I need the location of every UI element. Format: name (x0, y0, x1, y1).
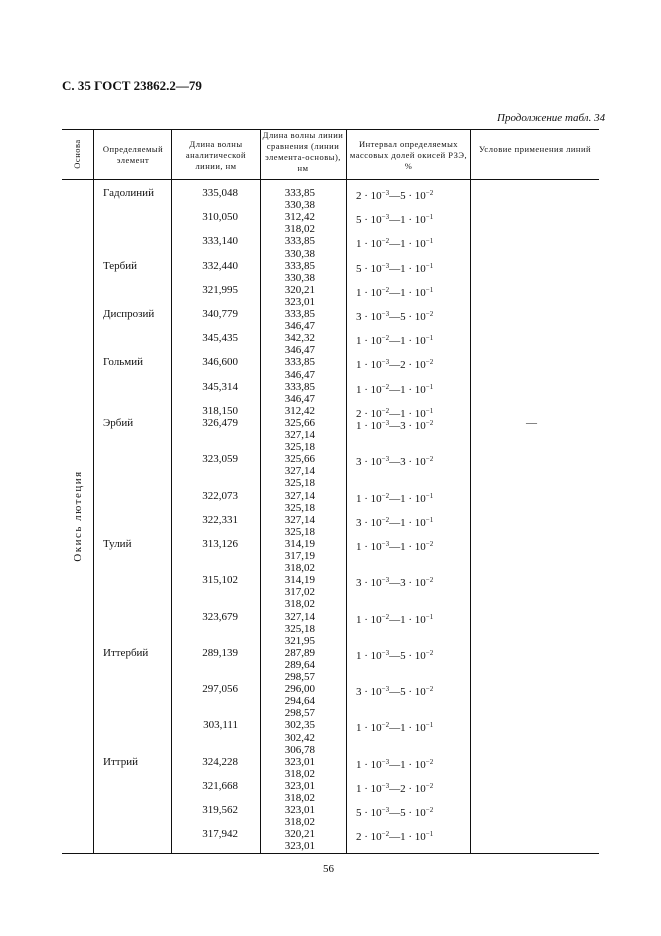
reference-wavelength: 327,14 (284, 513, 315, 526)
reference-wavelength: 296,00 (284, 683, 315, 696)
reference-wavelength: 330,38 (284, 199, 315, 212)
interval-coefficient: 1 (356, 613, 362, 626)
interval-coefficient: 3 (400, 419, 406, 432)
reference-wavelength: 312,42 (284, 211, 315, 224)
element-name: Иттербий (103, 646, 149, 659)
analytical-wavelength: 318,150 (202, 404, 238, 417)
interval-exponent: −1 (425, 830, 434, 839)
interval-coefficient: 1 (400, 383, 406, 396)
reference-wavelength: 314,19 (284, 537, 315, 550)
analytical-wavelength: 321,668 (202, 779, 238, 792)
page-header: С. 35 ГОСТ 23862.2—79 (62, 78, 202, 93)
reference-wavelength: 325,18 (284, 441, 315, 454)
reference-wavelength: 330,38 (284, 271, 315, 284)
reference-wavelength: 327,14 (284, 465, 315, 478)
interval-coefficient: 1 (400, 516, 406, 529)
reference-wavelength: 318,02 (284, 816, 315, 829)
analytical-wavelength: 313,126 (202, 537, 238, 550)
interval-coefficient: 1 (400, 214, 406, 227)
analytical-wavelength: 345,314 (202, 380, 238, 393)
header-ref-wavelength: Длина волны линии сравнения (линии элемента-основы), нм (262, 130, 344, 173)
interval-exponent: −2 (425, 806, 434, 815)
analytical-wavelength: 323,679 (202, 610, 238, 623)
interval-coefficient: 1 (356, 722, 362, 735)
element-name: Диспрозий (103, 308, 155, 320)
analytical-wavelength: 326,479 (202, 416, 238, 429)
interval-coefficient: 1 (400, 238, 406, 251)
analytical-wavelength: 310,050 (202, 211, 238, 224)
interval-exponent: −2 (381, 491, 390, 500)
interval-exponent: −2 (425, 310, 434, 318)
interval-exponent: −1 (425, 237, 434, 246)
reference-wavelength: 346,47 (284, 320, 315, 333)
reference-wavelength: 298,57 (284, 707, 315, 720)
analytical-wavelength: 333,140 (202, 235, 238, 248)
reference-wavelength: 318,02 (284, 562, 315, 575)
interval-exponent: −3 (381, 261, 390, 270)
interval-coefficient: 1 (356, 649, 362, 662)
interval-coefficient: 1 (400, 492, 406, 505)
interval-coefficient: 2 (356, 407, 362, 420)
reference-wavelength: 327,14 (284, 489, 315, 502)
element-name: Гадолиний (103, 187, 154, 199)
element-name: Тербий (103, 259, 138, 272)
interval-exponent: −2 (425, 685, 434, 694)
interval-exponent: −1 (425, 382, 434, 391)
interval-exponent: −3 (381, 310, 390, 318)
interval-coefficient: 1 (400, 262, 406, 275)
concentration-interval: $1 \cdot 10^{-2}—1 \cdot 10^{-1}$ (356, 382, 434, 396)
analytical-wavelength: 319,562 (202, 804, 238, 817)
analytical-wavelength: 324,228 (202, 755, 238, 768)
concentration-interval: $1 \cdot 10^{-3}—5 \cdot 10^{-2}$ (356, 648, 434, 662)
condition-cell: — (526, 417, 537, 429)
interval-exponent: −3 (381, 781, 390, 790)
analytical-wavelength: 345,435 (202, 332, 238, 345)
reference-wavelength: 323,01 (284, 840, 315, 853)
concentration-interval: $5 \cdot 10^{-3}—1 \cdot 10^{-1}$ (356, 213, 434, 227)
interval-exponent: −1 (425, 406, 434, 415)
reference-wavelength: 321,95 (284, 634, 315, 647)
interval-exponent: −3 (381, 213, 390, 222)
interval-coefficient: 3 (356, 577, 362, 590)
reference-wavelength: 320,21 (284, 828, 315, 841)
interval-coefficient: 5 (400, 807, 406, 820)
reference-wavelength: 325,18 (284, 525, 315, 538)
concentration-interval: $3 \cdot 10^{-3}—3 \cdot 10^{-2}$ (356, 576, 434, 590)
header-element: Определяемый элемент (102, 144, 164, 165)
concentration-interval: $1 \cdot 10^{-3}—2 \cdot 10^{-2}$ (356, 358, 434, 372)
interval-coefficient: 1 (356, 359, 362, 372)
interval-coefficient: 1 (356, 238, 362, 251)
interval-exponent: −2 (425, 455, 434, 464)
reference-wavelength: 342,32 (284, 332, 315, 345)
interval-exponent: −2 (381, 830, 390, 839)
concentration-interval: $1 \cdot 10^{-2}—1 \cdot 10^{-1}$ (356, 285, 434, 299)
interval-coefficient: 3 (356, 516, 362, 529)
interval-exponent: −3 (381, 455, 390, 464)
interval-coefficient: 1 (400, 407, 406, 420)
interval-exponent: −2 (425, 418, 434, 427)
interval-coefficient: 1 (400, 335, 406, 348)
interval-exponent: −3 (381, 806, 390, 815)
interval-exponent: −3 (381, 539, 390, 548)
analytical-wavelength: 332,440 (202, 259, 238, 272)
interval-exponent: −2 (425, 358, 434, 367)
reference-wavelength: 306,78 (284, 743, 315, 756)
concentration-interval: $3 \cdot 10^{-3}—5 \cdot 10^{-2}$ (356, 310, 434, 323)
interval-coefficient: 1 (400, 613, 406, 626)
header-bottom-rule (62, 179, 599, 180)
header-interval: Интервал определяемых массовых долей окисей РЗЭ, % (349, 139, 468, 171)
concentration-interval: $5 \cdot 10^{-3}—5 \cdot 10^{-2}$ (356, 806, 434, 820)
analytical-wavelength: 322,073 (202, 489, 238, 502)
analytical-wavelength: 317,942 (202, 828, 238, 841)
interval-coefficient: 1 (356, 758, 362, 771)
concentration-interval: $1 \cdot 10^{-3}—1 \cdot 10^{-2}$ (356, 539, 434, 553)
basis-cell: Окись лютеция (72, 470, 84, 562)
reference-wavelength: 327,14 (284, 429, 315, 441)
interval-exponent: −2 (425, 648, 434, 657)
reference-wavelength: 325,66 (284, 453, 315, 466)
reference-wavelength: 346,47 (284, 368, 315, 381)
interval-exponent: −1 (425, 515, 434, 524)
reference-wavelength: 346,47 (284, 392, 315, 405)
concentration-interval: $1 \cdot 10^{-2}—1 \cdot 10^{-1}$ (356, 721, 434, 735)
reference-wavelength: 346,47 (284, 344, 315, 357)
concentration-interval: $3 \cdot 10^{-3}—5 \cdot 10^{-2}$ (356, 685, 434, 699)
concentration-interval: $1 \cdot 10^{-2}—1 \cdot 10^{-1}$ (356, 491, 434, 505)
interval-coefficient: 1 (400, 286, 406, 299)
concentration-interval: $2 \cdot 10^{-3}—5 \cdot 10^{-2}$ (356, 189, 434, 202)
interval-coefficient: 1 (400, 722, 406, 735)
header-basis: Основа (72, 139, 82, 169)
reference-wavelength: 325,66 (284, 416, 315, 429)
table-continuation-note: Продолжение табл. 34 (497, 112, 606, 124)
interval-exponent: −2 (425, 189, 434, 197)
interval-coefficient: 5 (356, 807, 362, 820)
reference-wavelength: 302,42 (284, 731, 315, 744)
concentration-interval: $5 \cdot 10^{-3}—1 \cdot 10^{-1}$ (356, 261, 434, 275)
analytical-wavelength: 315,102 (202, 574, 238, 587)
interval-coefficient: 1 (356, 286, 362, 299)
interval-coefficient: 3 (356, 456, 362, 469)
analytical-wavelength: 335,048 (202, 187, 238, 199)
interval-coefficient: 5 (400, 311, 406, 323)
interval-coefficient: 5 (400, 686, 406, 699)
reference-wavelength: 298,57 (284, 671, 315, 683)
interval-coefficient: 1 (356, 383, 362, 396)
interval-exponent: −1 (425, 285, 434, 294)
header-wavelength: Длина волны аналитической линии, нм (185, 139, 247, 171)
interval-exponent: −3 (381, 418, 390, 427)
concentration-interval: $1 \cdot 10^{-2}—1 \cdot 10^{-1}$ (356, 612, 434, 626)
interval-coefficient: 2 (356, 190, 362, 202)
interval-exponent: −3 (381, 757, 390, 766)
interval-exponent: −2 (425, 757, 434, 766)
reference-wavelength: 333,85 (284, 187, 315, 199)
reference-wavelength: 312,42 (284, 404, 315, 417)
reference-wavelength: 323,01 (284, 804, 315, 817)
element-name: Тулий (103, 537, 132, 550)
interval-coefficient: 2 (400, 359, 406, 372)
reference-wavelength: 320,21 (284, 283, 315, 296)
interval-exponent: −3 (381, 189, 390, 197)
concentration-interval: $2 \cdot 10^{-2}—1 \cdot 10^{-1}$ (356, 406, 434, 420)
element-name: Эрбий (103, 416, 134, 429)
reference-wavelength: 323,01 (284, 755, 315, 768)
interval-coefficient: 3 (356, 686, 362, 699)
interval-exponent: −2 (381, 237, 390, 246)
interval-coefficient: 5 (356, 214, 362, 227)
interval-exponent: −2 (425, 576, 434, 585)
interval-exponent: −2 (381, 721, 390, 730)
interval-exponent: −1 (425, 612, 434, 621)
reference-wavelength: 294,64 (284, 695, 315, 708)
interval-coefficient: 1 (400, 540, 406, 553)
interval-exponent: −1 (425, 721, 434, 730)
interval-coefficient: 3 (400, 577, 406, 590)
column-divider (93, 129, 94, 853)
page-number: 56 (323, 863, 334, 875)
element-name: Иттрий (103, 755, 138, 768)
table-bottom-rule (62, 853, 599, 854)
interval-exponent: −1 (425, 491, 434, 500)
interval-exponent: −3 (381, 358, 390, 367)
analytical-wavelength: 297,056 (202, 683, 238, 696)
interval-exponent: −2 (381, 285, 390, 294)
interval-exponent: −2 (425, 539, 434, 548)
concentration-interval: $1 \cdot 10^{-2}—1 \cdot 10^{-1}$ (356, 237, 434, 251)
reference-wavelength: 333,85 (284, 308, 315, 320)
reference-wavelength: 325,18 (284, 622, 315, 635)
interval-coefficient: 1 (400, 831, 406, 844)
interval-coefficient: 1 (356, 492, 362, 505)
analytical-wavelength: 340,779 (202, 308, 238, 320)
interval-coefficient: 1 (356, 782, 362, 795)
reference-wavelength: 323,01 (284, 295, 315, 308)
reference-wavelength: 314,19 (284, 574, 315, 587)
reference-wavelength: 318,02 (284, 767, 315, 780)
interval-exponent: −2 (381, 382, 390, 391)
reference-wavelength: 333,85 (284, 235, 315, 248)
reference-wavelength: 333,85 (284, 259, 315, 272)
reference-wavelength: 287,89 (284, 646, 315, 659)
reference-wavelength: 318,02 (284, 223, 315, 236)
interval-exponent: −2 (381, 406, 390, 415)
element-name: Гольмий (103, 356, 143, 369)
interval-exponent: −1 (425, 213, 434, 222)
analytical-wavelength: 346,600 (202, 356, 238, 369)
reference-wavelength: 325,18 (284, 477, 315, 490)
reference-wavelength: 333,85 (284, 356, 315, 369)
concentration-interval: $1 \cdot 10^{-3}—1 \cdot 10^{-2}$ (356, 757, 434, 771)
interval-coefficient: 5 (400, 190, 406, 202)
interval-exponent: −2 (381, 334, 390, 343)
reference-wavelength: 330,38 (284, 247, 315, 260)
analytical-wavelength: 323,059 (202, 453, 238, 466)
reference-wavelength: 302,35 (284, 719, 315, 732)
header-condition: Условие применения линий (478, 144, 592, 154)
concentration-interval: $3 \cdot 10^{-3}—3 \cdot 10^{-2}$ (356, 455, 434, 469)
concentration-interval: $2 \cdot 10^{-2}—1 \cdot 10^{-1}$ (356, 830, 434, 844)
column-divider (171, 129, 172, 853)
concentration-interval: $1 \cdot 10^{-3}—2 \cdot 10^{-2}$ (356, 781, 434, 795)
interval-exponent: −1 (425, 334, 434, 343)
interval-coefficient: 1 (356, 335, 362, 348)
interval-coefficient: 1 (356, 540, 362, 553)
reference-wavelength: 317,02 (284, 586, 315, 599)
reference-wavelength: 318,02 (284, 598, 315, 611)
reference-wavelength: 325,18 (284, 501, 315, 514)
concentration-interval: $1 \cdot 10^{-2}—1 \cdot 10^{-1}$ (356, 334, 434, 348)
analytical-wavelength: 289,139 (202, 646, 238, 659)
concentration-interval: $3 \cdot 10^{-2}—1 \cdot 10^{-1}$ (356, 515, 434, 529)
interval-coefficient: 2 (400, 782, 406, 795)
concentration-interval: $1 \cdot 10^{-3}—3 \cdot 10^{-2}$ (356, 418, 434, 432)
interval-exponent: −1 (425, 261, 434, 270)
reference-wavelength: 333,85 (284, 380, 315, 393)
reference-wavelength: 327,14 (284, 610, 315, 623)
interval-exponent: −3 (381, 576, 390, 585)
analytical-wavelength: 322,331 (202, 513, 238, 526)
reference-wavelength: 289,64 (284, 658, 315, 671)
interval-exponent: −3 (381, 648, 390, 657)
interval-exponent: −2 (381, 515, 390, 524)
interval-coefficient: 3 (400, 456, 406, 469)
interval-coefficient: 1 (400, 758, 406, 771)
reference-wavelength: 323,01 (284, 779, 315, 792)
interval-coefficient: 1 (356, 419, 362, 432)
interval-exponent: −2 (381, 612, 390, 621)
column-divider (470, 129, 471, 853)
analytical-wavelength: 303,111 (203, 719, 238, 732)
interval-coefficient: 2 (356, 831, 362, 844)
interval-exponent: −2 (425, 781, 434, 790)
reference-wavelength: 318,02 (284, 792, 315, 804)
column-divider (346, 129, 347, 853)
interval-coefficient: 5 (356, 262, 362, 275)
reference-wavelength: 317,19 (284, 550, 315, 562)
analytical-wavelength: 321,995 (202, 283, 238, 296)
interval-coefficient: 5 (400, 649, 406, 662)
interval-exponent: −3 (381, 685, 390, 694)
interval-coefficient: 3 (356, 311, 362, 323)
